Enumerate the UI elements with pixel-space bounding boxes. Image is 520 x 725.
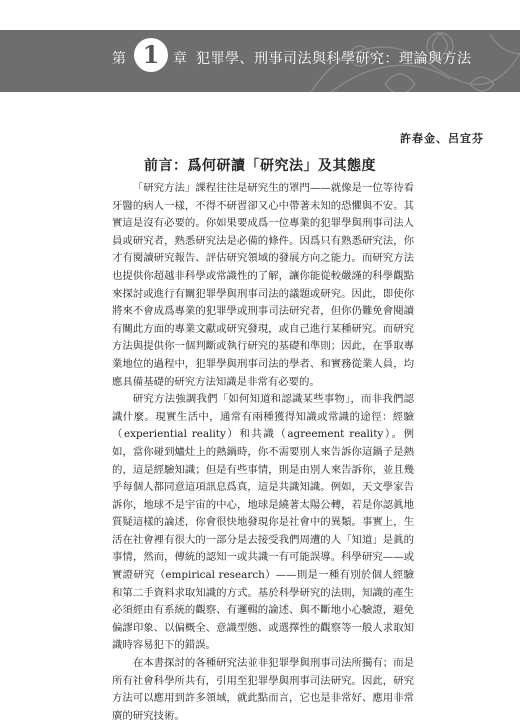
chapter-title: 犯罪學、刑事司法與科學研究：理論與方法 — [196, 51, 472, 67]
paragraph: 「研究方法」課程往往是研究生的罩門——就像是一位等待看牙醫的病人一樣，不得不研習卻又心中帶著未知的恐懼與不安。其實這是沒有必要的。你如果要成爲一位專業的犯罪學與刑事司法人員或研究者，熟悉研究法是必備的條件。因爲只有熟悉研究法，你才有閱讀研究報告、評估研究領域的發展方向之能力。而研究方法也提供你超越非科學或常識性的了解，讓你能從較嚴謹的科學觀點來探討或進行有關犯罪學與刑事司法的議題或研究。因此，即使你將來不會成爲專業的犯罪學或刑事司法研究者，但你仍難免會閱讀有關此方面的專業文獻或研究發現，或自己進行某種研究。而研究方法與提供你一個判斷或執行研究的基礎和準則；因此，在爭取專業地位的過程中，犯罪學與刑事司法的學者、和實務從業人員，均應具備基礎的研究方法知識是非常有必要的。 — [112, 182, 414, 388]
authors: 許春金、呂宜芬 — [400, 132, 484, 145]
chapter-prefix: 第 — [112, 51, 126, 67]
paragraph: 在本書探討的各種研究法並非犯罪學與刑事司法所獨有；而是所有社會科學所共有，引用至犯罪學與刑事司法研究。因此，研究方法可以應用到許多領域，就此點而言，它也是非常好、應用非常廣的研究技術。 — [112, 657, 414, 722]
section-title: 前言：爲何研讀「研究法」及其態度 — [144, 158, 376, 174]
body-text — [112, 180, 414, 725]
chapter-suffix: 章 — [173, 51, 187, 67]
paragraph: 研究方法強調我們「如何知道和認識某些事物」，而非我們認識什麼。現實生活中，通常有兩種獲得知識或常識的途徑：經驗（experiential reality）和共識（agreement reality）。例如，當你碰到爐灶上的熱鍋時，你不需要別人來告訴你這鍋子是熱的，這是經驗知識；但是有些事情，則是由別人來告訴你，並且幾乎每個人都同意這項訊息爲真，這是共識知識。例如，天文學家告訴你，地球不是宇宙的中心，地球是繞著太陽公轉，若是你認眞地質疑這樣的論述，你會很快地發現你是社會中的異類。事實上，生活在社會裡有很大的一部分是去接受我們周遭的人「知道」是眞的事情，然而，傳統的認知一或共識一有可能誤導。科學研究——或實證研究（empirical research）——則是一種有別於個人經驗和第二手資料求取知識的方式。基於科學研究的法則，知識的產生必須經由有系統的觀察、有邏輯的論述、與不斷地小心驗證，避免偏謬印象、以偏概全、意識型態、或選擇性的觀察等一般人求取知識時容易犯下的錯誤。 — [112, 393, 414, 652]
chapter-number-badge: 1 — [134, 38, 168, 72]
chapter-banner — [0, 30, 520, 92]
